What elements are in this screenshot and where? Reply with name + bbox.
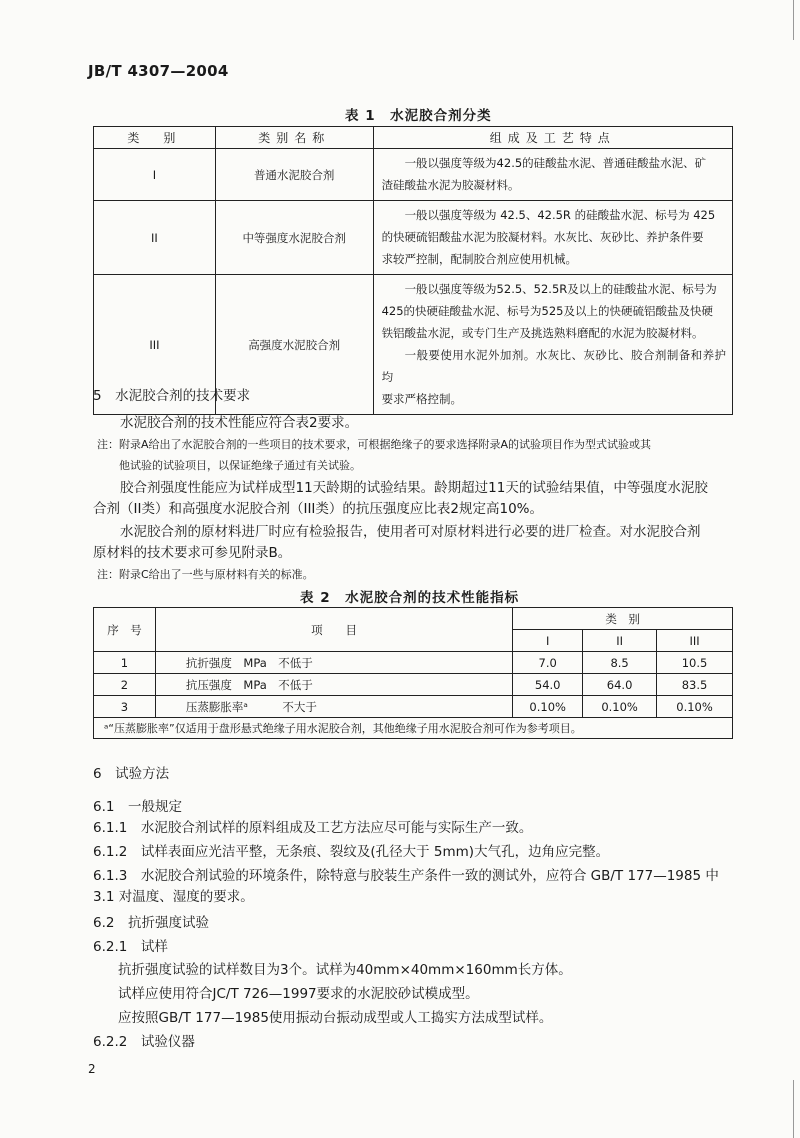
table2-class-i: I xyxy=(513,630,583,652)
clause-6-1-1: 6.1.1 水泥胶合剂试样的原料组成及工艺方法应尽可能与实际生产一致。 xyxy=(93,820,533,836)
table1-cell-class: III xyxy=(94,275,216,415)
table1-cell-class: II xyxy=(94,201,216,275)
text-line: 一般以强度等级为42.5的硅酸盐水泥、普通硅酸盐水泥、矿 xyxy=(404,156,707,170)
text-line: 425的快硬硅酸盐水泥、标号为525及以上的快硬硫铝酸盐及快硬 xyxy=(381,304,713,318)
text-line: 铁铝酸盐水泥，或专门生产及挑选熟料磨配的水泥为胶凝材料。 xyxy=(381,326,704,340)
section5-note2: 注：附录C给出了一些与原材料有关的标准。 xyxy=(97,568,314,581)
table1-cell-class: I xyxy=(94,149,216,201)
table2-header-class: 类 别 xyxy=(513,608,733,630)
table2-footnote-row xyxy=(94,718,733,739)
table1-cell-name: 高强度水泥胶合剂 xyxy=(215,275,373,415)
table2-cell-value: 10.5 xyxy=(657,652,733,674)
section5-para1: 水泥胶合剂的技术性能应符合表2要求。 xyxy=(120,415,359,431)
table-row xyxy=(94,149,733,201)
text-line: 求较严控制，配制胶合剂应使用机械。 xyxy=(381,252,578,266)
table2 xyxy=(93,607,733,739)
table1-header-features: 组成及工艺特点 xyxy=(373,127,732,149)
section6-1-heading: 6.1 一般规定 xyxy=(93,799,182,815)
section5-note1-line2: 他试验的试验项目，以保证绝缘子通过有关试验。 xyxy=(119,459,361,472)
table1-caption: 表 1 水泥胶合剂分类 xyxy=(345,108,492,124)
table2-cell-item: 抗压强度 MPa 不低于 xyxy=(155,674,512,696)
scan-edge xyxy=(793,1080,794,1138)
table2-cell-value: 54.0 xyxy=(513,674,583,696)
table2-cell-value: 0.10% xyxy=(513,696,583,718)
text-line: 渣硅酸盐水泥为胶凝材料。 xyxy=(381,178,520,192)
table1-cell-features xyxy=(373,149,732,201)
table2-cell-no: 1 xyxy=(94,652,156,674)
section5-heading: 5 水泥胶合剂的技术要求 xyxy=(93,388,251,404)
text-line: 一般要使用水泥外加剂。水灰比、灰砂比、胶合剂制备和养护均 xyxy=(381,348,726,384)
table2-cell-value: 0.10% xyxy=(657,696,733,718)
clause-6-2-1-heading: 6.2.1 试样 xyxy=(93,939,168,955)
table1-header-row xyxy=(94,127,733,149)
scan-edge xyxy=(793,0,794,40)
table-row xyxy=(94,674,733,696)
table2-cell-value: 83.5 xyxy=(657,674,733,696)
section6-heading: 6 试验方法 xyxy=(93,766,170,782)
table2-cell-value: 8.5 xyxy=(583,652,657,674)
clause-6-1-3-line2: 3.1 对温度、湿度的要求。 xyxy=(93,889,254,905)
table-row xyxy=(94,652,733,674)
text-line: 一般以强度等级为52.5、52.5R及以上的硅酸盐水泥、标号为 xyxy=(404,282,717,296)
table1-cell-features xyxy=(373,201,732,275)
table1-cell-name: 普通水泥胶合剂 xyxy=(215,149,373,201)
table2-class-iii: III xyxy=(657,630,733,652)
section6-2-heading: 6.2 抗折强度试验 xyxy=(93,915,209,931)
table2-cell-value: 64.0 xyxy=(583,674,657,696)
standard-number: JB/T 4307—2004 xyxy=(88,62,229,80)
table2-cell-item: 抗折强度 MPa 不低于 xyxy=(155,652,512,674)
section5-para2-line2: 合剂（II类）和高强度水泥胶合剂（III类）的抗压强度应比表2规定高10%。 xyxy=(93,501,544,517)
section5-para2-line1: 胶合剂强度性能应为试样成型11天龄期的试验结果。龄期超过11天的试验结果值，中等强度水泥胶 xyxy=(120,480,708,496)
page-number: 2 xyxy=(88,1062,96,1076)
table2-caption: 表 2 水泥胶合剂的技术性能指标 xyxy=(300,590,520,606)
table2-header-item: 项 目 xyxy=(155,608,512,652)
section5-para3-line1: 水泥胶合剂的原材料进厂时应有检验报告，使用者可对原材料进行必要的进厂检查。对水泥胶合剂 xyxy=(120,524,701,540)
table-row xyxy=(94,201,733,275)
table2-cell-item: 压蒸膨胀率ᵃ 不大于 xyxy=(155,696,512,718)
table-row xyxy=(94,696,733,718)
text-line: 要求严格控制。 xyxy=(381,392,463,406)
table2-footnote: ᵃ“压蒸膨胀率”仅适用于盘形悬式绝缘子用水泥胶合剂，其他绝缘子用水泥胶合剂可作为参考项目。 xyxy=(94,718,733,739)
section5-para3-line2: 原材料的技术要求可参见附录B。 xyxy=(93,545,292,561)
clause-6-2-1-para3: 应按照GB/T 177—1985使用振动台振动成型或人工捣实方法成型试样。 xyxy=(118,1010,553,1026)
clause-6-1-2: 6.1.2 试样表面应光洁平整，无条痕、裂纹及(孔径大于 5mm)大气孔，边角应完整。 xyxy=(93,844,610,860)
text-line: 的快硬硫铝酸盐水泥为胶凝材料。水灰比、灰砂比、养护条件要 xyxy=(381,230,704,244)
table2-class-ii: II xyxy=(583,630,657,652)
table1-cell-features xyxy=(373,275,732,415)
table2-cell-value: 0.10% xyxy=(583,696,657,718)
table1-header-class: 类 别 xyxy=(94,127,216,149)
table2-header-no: 序 号 xyxy=(94,608,156,652)
table2-cell-value: 7.0 xyxy=(513,652,583,674)
clause-6-1-3-line1: 6.1.3 水泥胶合剂试验的环境条件，除特意与胶装生产条件一致的测试外，应符合 GB/T 177—1985 中 xyxy=(93,868,719,884)
section5-note1-line1: 注：附录A给出了水泥胶合剂的一些项目的技术要求，可根据绝缘子的要求选择附录A的试验项目作为型式试验或其 xyxy=(97,438,652,451)
table1-header-name: 类别名称 xyxy=(215,127,373,149)
table1-cell-name: 中等强度水泥胶合剂 xyxy=(215,201,373,275)
clause-6-2-1-para1: 抗折强度试验的试样数目为3个。试样为40mm×40mm×160mm长方体。 xyxy=(118,962,572,978)
clause-6-2-2-heading: 6.2.2 试验仪器 xyxy=(93,1034,195,1050)
table2-header-row xyxy=(94,608,733,630)
table1 xyxy=(93,126,733,415)
table2-cell-no: 2 xyxy=(94,674,156,696)
table2-cell-no: 3 xyxy=(94,696,156,718)
text-line: 一般以强度等级为 42.5、42.5R 的硅酸盐水泥、标号为 425 xyxy=(404,208,716,222)
clause-6-2-1-para2: 试样应使用符合JC/T 726—1997要求的水泥胶砂试模成型。 xyxy=(118,986,479,1002)
